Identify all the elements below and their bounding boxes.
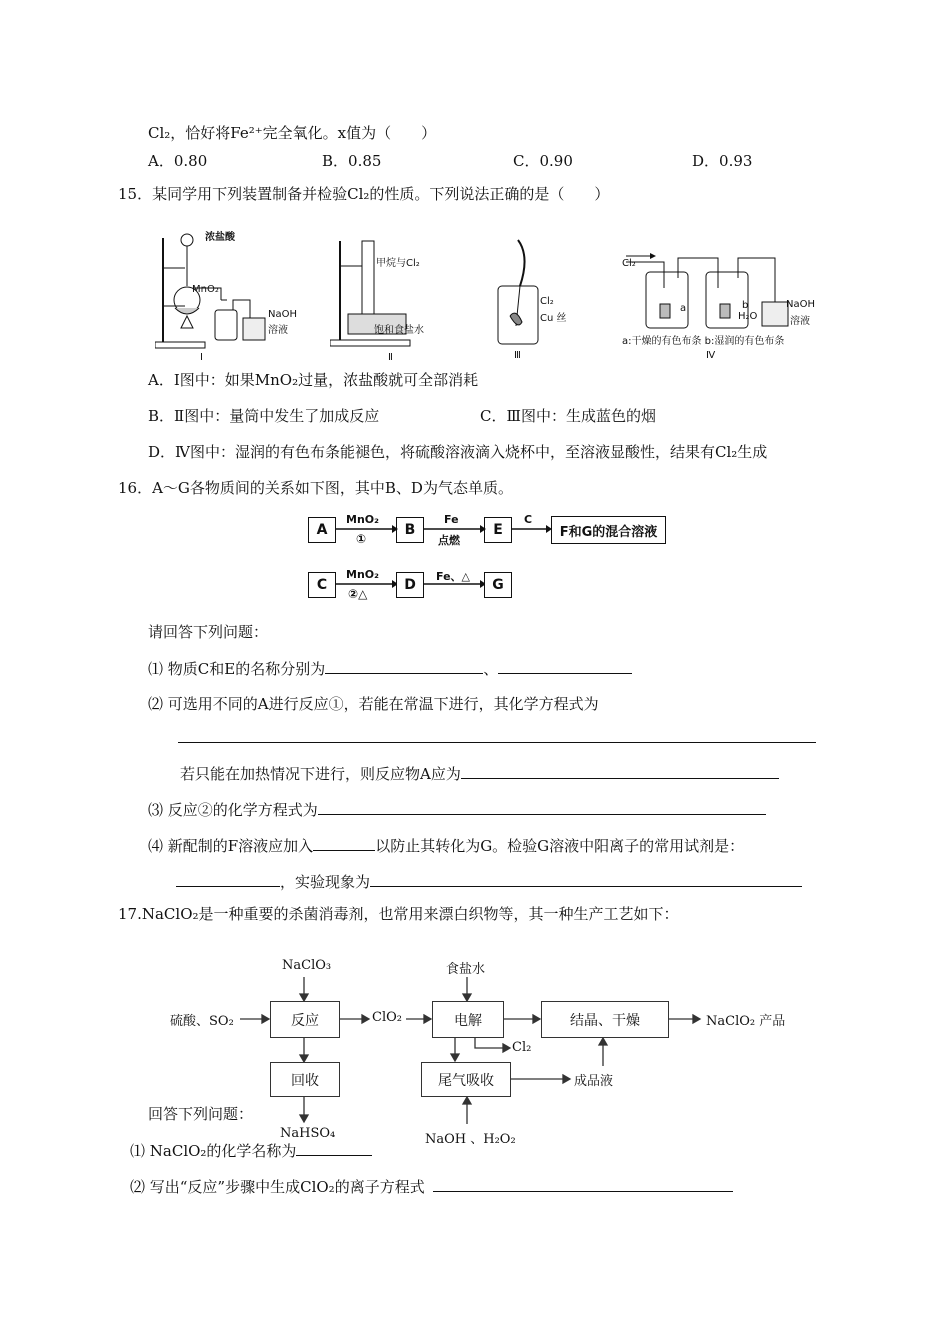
- diagram-box-g: G: [484, 572, 512, 598]
- diagram-arrow1-top: MnO₂: [346, 513, 379, 526]
- q17-sub2: [130, 1176, 733, 1197]
- apparatus-1-numeral: Ⅰ: [200, 352, 203, 363]
- flow-cl2: Cl₂: [512, 1040, 532, 1055]
- apparatus-4-caption: a:干燥的有色布条 b:湿润的有色布条: [622, 336, 785, 347]
- diagram-arrow2-bottom: 点燃: [438, 534, 460, 547]
- flow-clo2: ClO₂: [372, 1010, 402, 1025]
- diagram-arrow1-bottom: ①: [356, 532, 367, 546]
- q16-sub4-text-b: 以防止其转化为G。检验G溶液中阳离子的常用试剂是：: [375, 837, 745, 855]
- diagram-box-b: B: [396, 517, 424, 543]
- q15-option-c: C．Ⅲ图中：生成蓝色的烟: [480, 407, 656, 425]
- diagram-box-d: D: [396, 572, 424, 598]
- flow-finished-liquid: 成品液: [574, 1074, 614, 1089]
- flow-box-react: 反应: [270, 1001, 340, 1038]
- apparatus-4-label-h2o: H₂O: [738, 311, 758, 322]
- q16-sub4-text-a: ⑷ 新配制的F溶液应加入: [148, 837, 314, 855]
- apparatus-4-label-b: b: [742, 300, 749, 311]
- q14-option-b: B．0.85: [322, 152, 382, 170]
- apparatus-3-label-cl2: Cl₂: [540, 296, 554, 307]
- flow-box-recover: 回收: [270, 1062, 340, 1097]
- q17-sub1-text: ⑴ NaClO₂的化学名称为: [130, 1142, 297, 1160]
- diagram-box-c: C: [308, 572, 336, 598]
- flow-box-tailgas: 尾气吸收: [421, 1062, 511, 1097]
- q16-sub1-separator: 、: [483, 660, 499, 678]
- q14-option-d: D．0.93: [692, 152, 753, 170]
- flow-nahso4: NaHSO₄: [280, 1126, 336, 1141]
- q16-sub3-text: ⑶ 反应②的化学方程式为: [148, 801, 318, 819]
- flow-brine: 食盐水: [446, 962, 486, 977]
- apparatus-4-label-cl2: Cl₂: [622, 258, 636, 269]
- apparatus-4-label-solution: 溶液: [790, 316, 810, 327]
- flow-naclo3: NaClO₃: [282, 958, 332, 973]
- flow-acid-so2: 硫酸、SO₂: [170, 1014, 234, 1029]
- apparatus-4-label-naoh: NaOH: [786, 299, 815, 310]
- diagram-arrow5-top: Fe、△: [436, 570, 470, 583]
- q14-stem-tail: Cl₂，恰好将Fe²⁺完全氧化。x值为（ ）: [148, 124, 437, 142]
- q16-stem: 16．A～G各物质间的关系如下图，其中B、D为气态单质。: [118, 479, 513, 497]
- q14-option-c: C．0.90: [513, 152, 573, 170]
- apparatus-3-label-cu: Cu 丝: [540, 313, 567, 324]
- flow-box-electrolysis: 电解: [432, 1001, 504, 1038]
- q16-prompt: 请回答下列问题：: [148, 623, 269, 641]
- flow-product: NaClO₂ 产品: [706, 1014, 786, 1029]
- flow-box-crystallize: 结晶、干燥: [541, 1001, 669, 1038]
- q15-option-d: D．Ⅳ图中：湿润的有色布条能褪色，将硫酸溶液滴入烧杯中，至溶液显酸性，结果有Cl₂生成: [148, 443, 768, 461]
- flow-naoh-h2o2: NaOH 、H₂O₂: [425, 1132, 516, 1147]
- diagram-box-a: A: [308, 517, 336, 543]
- apparatus-4-label-a: a: [680, 303, 687, 314]
- apparatus-1-label-acid: 浓盐酸: [205, 232, 235, 243]
- apparatus-3-numeral: Ⅲ: [514, 350, 521, 361]
- q15-stem: 15．某同学用下列装置制备并检验Cl₂的性质。下列说法正确的是（ ）: [118, 185, 610, 203]
- q15-option-b: B．Ⅱ图中：量筒中发生了加成反应: [148, 407, 380, 425]
- q14-option-a: A．0.80: [148, 152, 208, 170]
- diagram-arrow2-top: Fe: [444, 513, 459, 526]
- q16-sub2: ⑵ 可选用不同的A进行反应①，若能在常温下进行，其化学方程式为: [148, 695, 599, 713]
- apparatus-1-label-naoh: NaOH: [268, 309, 297, 320]
- diagram-arrow4-top: MnO₂: [346, 568, 379, 581]
- q16-sub4-text-c: ，实验现象为: [280, 873, 371, 891]
- apparatus-2-numeral: Ⅱ: [388, 352, 393, 363]
- diagram-box-e: E: [484, 517, 512, 543]
- diagram-arrow3-top: C: [524, 513, 533, 526]
- q17-sub2-text: ⑵ 写出“反应”步骤中生成ClO₂的离子方程式: [130, 1178, 425, 1196]
- q16-sub2b-text: 若只能在加热情况下进行，则反应物A应为: [180, 765, 461, 783]
- q17-stem: 17.NaClO₂是一种重要的杀菌消毒剂，也常用来漂白织物等，其一种生产工艺如下：: [118, 905, 679, 923]
- q15-option-a: A．Ⅰ图中：如果MnO₂过量，浓盐酸就可全部消耗: [148, 371, 479, 389]
- q17-sub1-blank[interactable]: [296, 1140, 372, 1156]
- apparatus-2-label-gas: 甲烷与Cl₂: [376, 258, 420, 269]
- apparatus-2-label-brine: 饱和食盐水: [374, 325, 424, 336]
- diagram-box-fg-mixture: F和G的混合溶液: [551, 516, 666, 544]
- apparatus-1-label-mno2: MnO₂: [192, 284, 219, 295]
- apparatus-4-numeral: Ⅳ: [706, 350, 716, 361]
- apparatus-1-label-solution: 溶液: [268, 325, 288, 336]
- q16-sub1-text: ⑴ 物质C和E的名称分别为: [148, 660, 326, 678]
- q17-prompt: 回答下列问题：: [148, 1105, 254, 1123]
- diagram-arrow4-bottom: ②△: [348, 587, 368, 601]
- q17-sub1: [130, 1140, 372, 1161]
- q17-sub2-blank[interactable]: [433, 1176, 733, 1192]
